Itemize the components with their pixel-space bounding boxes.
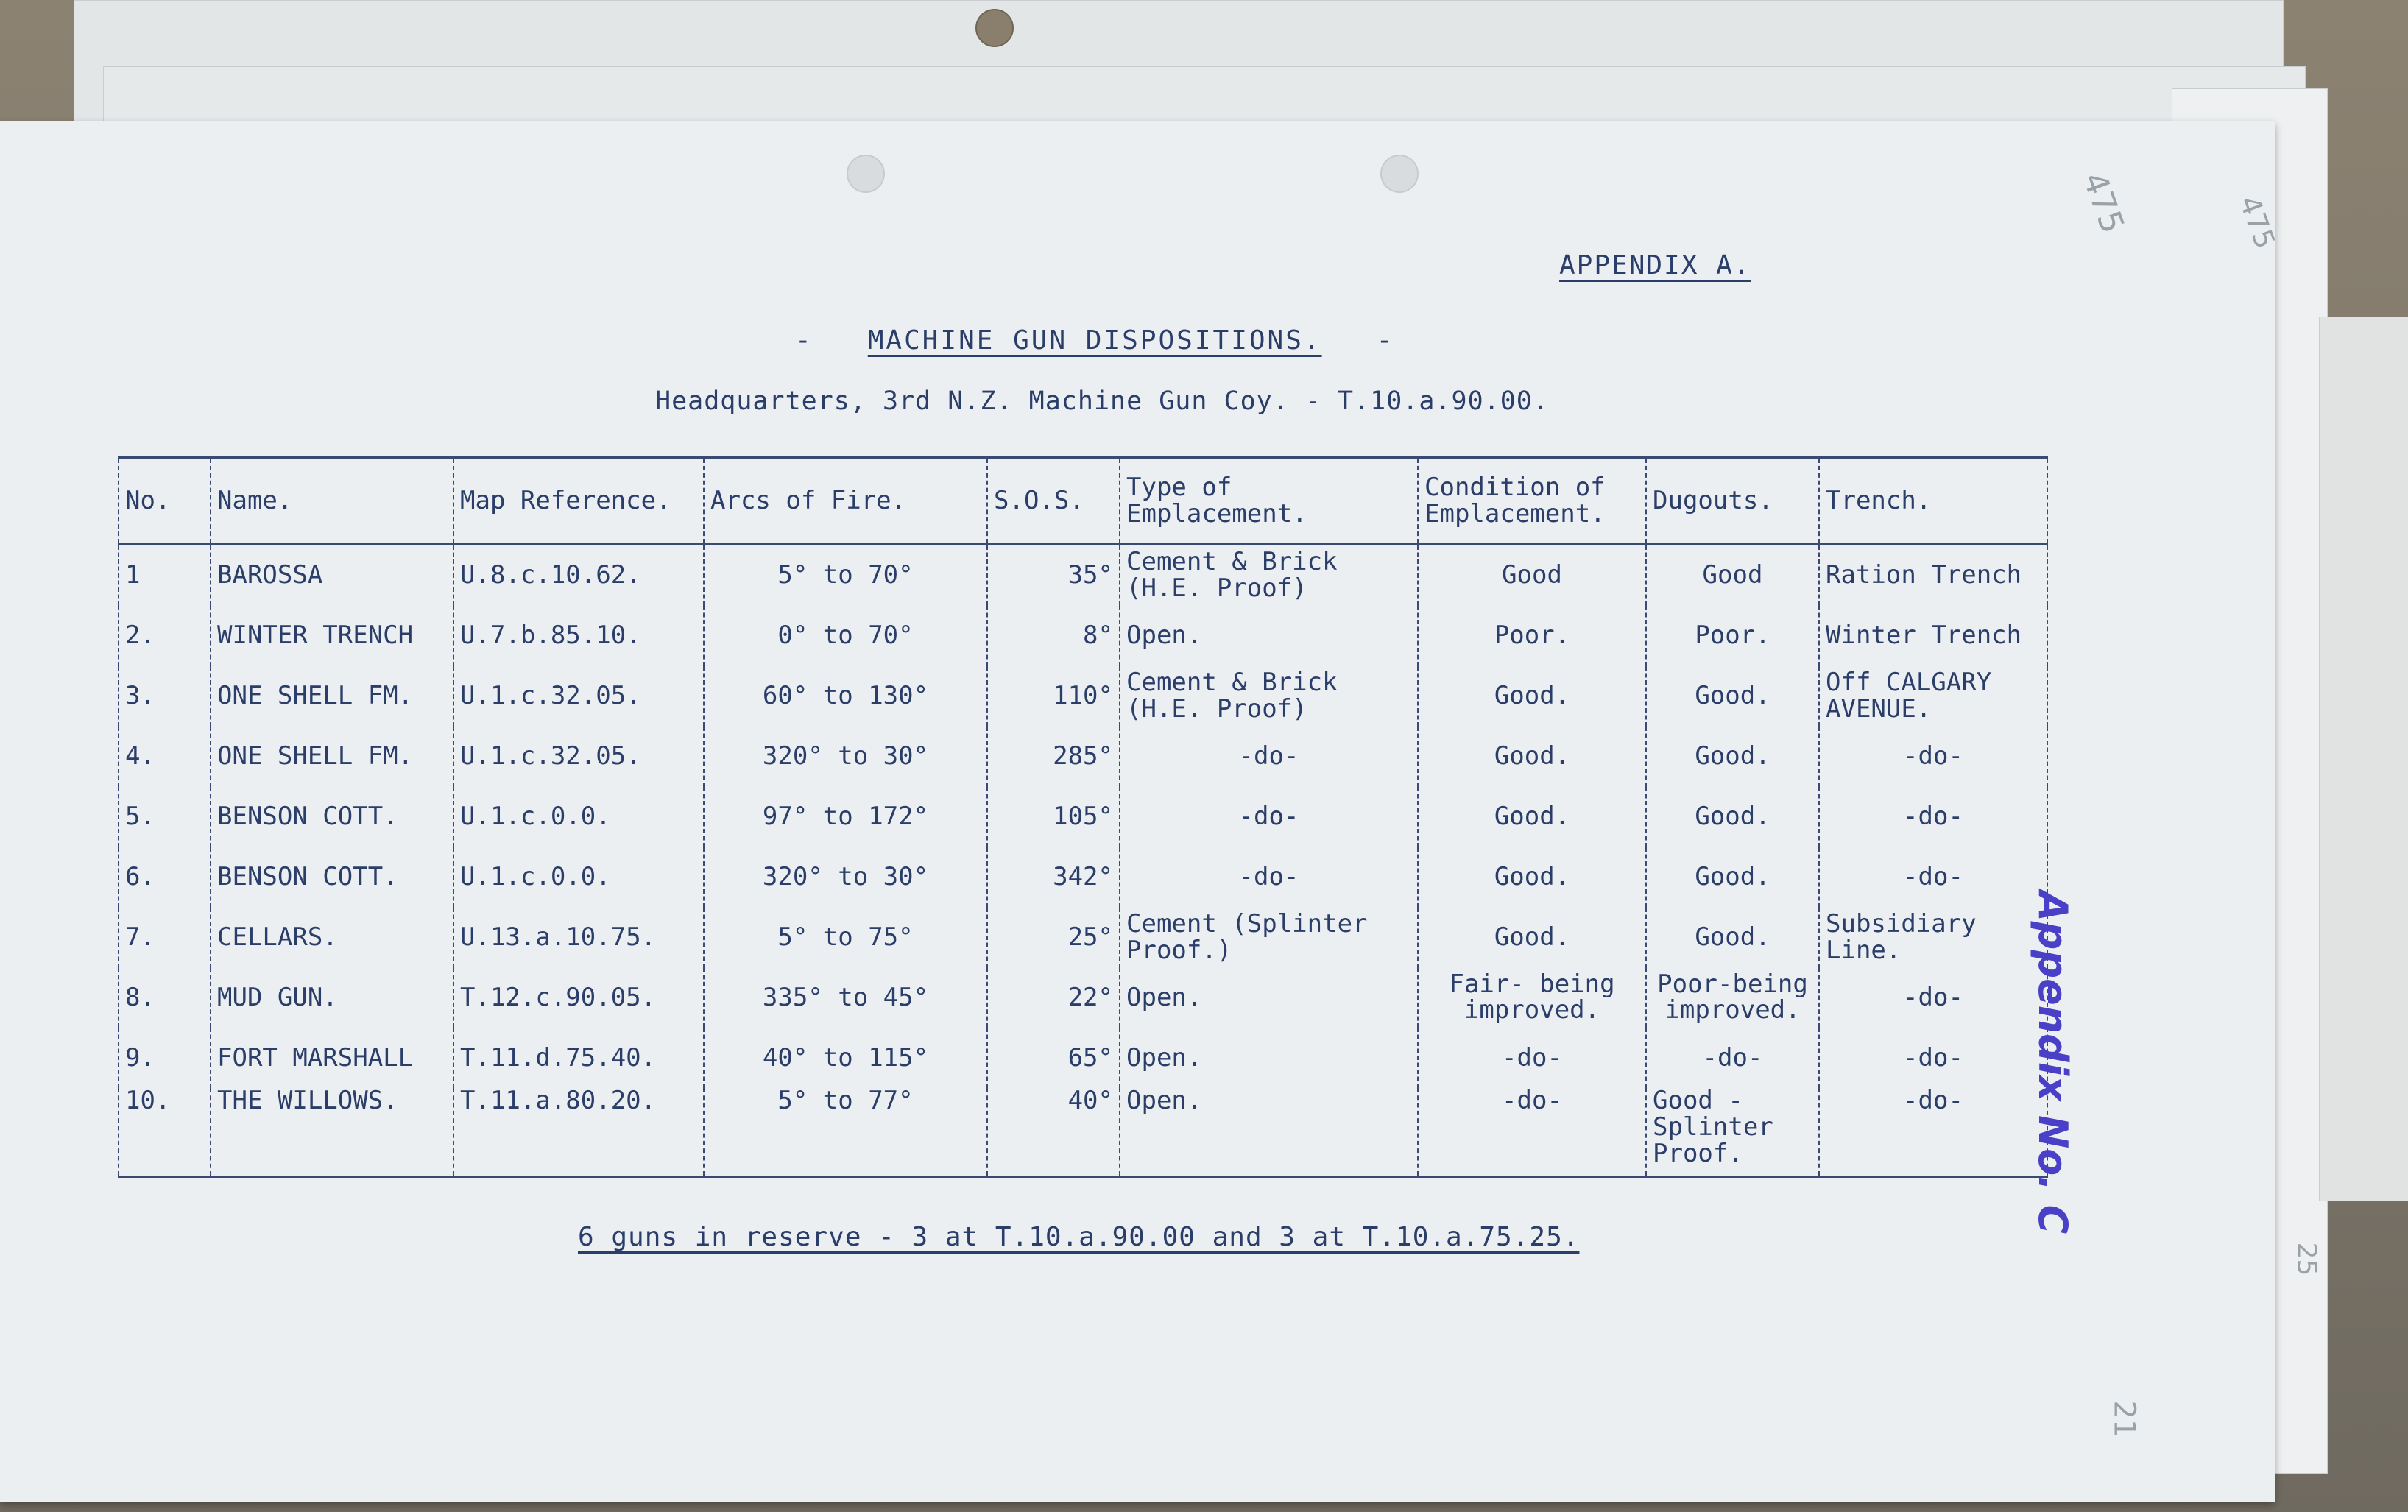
- title-text: MACHINE GUN DISPOSITIONS.: [867, 325, 1322, 356]
- cell-name: THE WILLOWS.: [211, 1088, 453, 1176]
- cell-map-ref: T.12.c.90.05.: [453, 968, 704, 1028]
- cell-name: BENSON COTT.: [211, 787, 453, 847]
- cell-no: 2.: [119, 606, 211, 666]
- cell-dugouts: Good - Splinter Proof.: [1646, 1088, 1819, 1176]
- cell-condition: Fair- being improved.: [1418, 968, 1646, 1028]
- table-row: [119, 1028, 2047, 1088]
- cell-map-ref: U.13.a.10.75.: [453, 908, 704, 968]
- cell-name: FORT MARSHALL: [211, 1028, 453, 1088]
- cell-sos: 40°: [987, 1088, 1120, 1176]
- cell-trench: -do-: [1819, 1088, 2047, 1176]
- cell-condition: Good.: [1418, 727, 1646, 787]
- cell-arcs: 97° to 172°: [704, 787, 987, 847]
- cell-sos: 110°: [987, 666, 1120, 727]
- punch-hole-top: [975, 9, 1014, 47]
- header-cell: Dugouts.: [1646, 458, 1819, 545]
- cell-name: BENSON COTT.: [211, 847, 453, 908]
- cell-trench: -do-: [1819, 1028, 2047, 1088]
- cell-no: 4.: [119, 727, 211, 787]
- cell-sos: 285°: [987, 727, 1120, 787]
- cell-name: MUD GUN.: [211, 968, 453, 1028]
- cell-type: -do-: [1120, 727, 1418, 787]
- cell-name: ONE SHELL FM.: [211, 666, 453, 727]
- cell-arcs: 320° to 30°: [704, 727, 987, 787]
- cell-trench: Ration Trench: [1819, 545, 2047, 607]
- document-subtitle: Headquarters, 3rd N.Z. Machine Gun Coy. - T.10.a.90.00.: [655, 386, 1549, 416]
- cell-condition: Poor.: [1418, 606, 1646, 666]
- cell-sos: 8°: [987, 606, 1120, 666]
- cell-map-ref: U.7.b.85.10.: [453, 606, 704, 666]
- cell-sos: 22°: [987, 968, 1120, 1028]
- cell-trench: -do-: [1819, 847, 2047, 908]
- pencil-page-number: 475: [2233, 191, 2282, 253]
- cell-name: WINTER TRENCH: [211, 606, 453, 666]
- cell-map-ref: U.1.c.32.05.: [453, 666, 704, 727]
- header-cell: Type of Emplacement.: [1120, 458, 1418, 545]
- pencil-page-number: 475: [2075, 167, 2132, 239]
- title-dash-right: -: [1376, 325, 1395, 356]
- table-row: [119, 787, 2047, 847]
- cell-dugouts: Good.: [1646, 787, 1819, 847]
- cell-map-ref: T.11.d.75.40.: [453, 1028, 704, 1088]
- table-row: [119, 908, 2047, 968]
- cell-type: -do-: [1120, 847, 1418, 908]
- side-document: [2319, 317, 2408, 1201]
- cell-arcs: 5° to 77°: [704, 1088, 987, 1176]
- cell-arcs: 335° to 45°: [704, 968, 987, 1028]
- cell-type: Open.: [1120, 606, 1418, 666]
- punch-hole-right: [1380, 155, 1419, 193]
- cell-no: 3.: [119, 666, 211, 727]
- cell-dugouts: Good.: [1646, 727, 1819, 787]
- cell-dugouts: -do-: [1646, 1028, 1819, 1088]
- cell-condition: Good.: [1418, 908, 1646, 968]
- cell-arcs: 320° to 30°: [704, 847, 987, 908]
- cell-sos: 105°: [987, 787, 1120, 847]
- header-cell: No.: [119, 458, 211, 545]
- punch-hole-left: [847, 155, 885, 193]
- cell-trench: Winter Trench: [1819, 606, 2047, 666]
- cell-no: 7.: [119, 908, 211, 968]
- cell-sos: 342°: [987, 847, 1120, 908]
- appendix-label: APPENDIX A.: [1559, 250, 1751, 280]
- table-row: [119, 847, 2047, 908]
- dispositions-table: [118, 456, 2048, 1178]
- cell-sos: 25°: [987, 908, 1120, 968]
- cell-dugouts: Good: [1646, 545, 1819, 607]
- cell-name: BAROSSA: [211, 545, 453, 607]
- cell-map-ref: U.1.c.0.0.: [453, 847, 704, 908]
- appendix-stamp: Appendix No. C: [2030, 891, 2076, 1234]
- cell-type: Open.: [1120, 968, 1418, 1028]
- cell-arcs: 60° to 130°: [704, 666, 987, 727]
- cell-name: ONE SHELL FM.: [211, 727, 453, 787]
- table-row: [119, 666, 2047, 727]
- header-cell: Map Reference.: [453, 458, 704, 545]
- table-row: [119, 606, 2047, 666]
- header-cell: Name.: [211, 458, 453, 545]
- cell-dugouts: Poor.: [1646, 606, 1819, 666]
- cell-condition: Good.: [1418, 787, 1646, 847]
- header-cell: Arcs of Fire.: [704, 458, 987, 545]
- cell-condition: Good.: [1418, 847, 1646, 908]
- table-row: [119, 968, 2047, 1028]
- cell-trench: -do-: [1819, 727, 2047, 787]
- pencil-page-number: 21: [2107, 1400, 2142, 1438]
- cell-type: -do-: [1120, 787, 1418, 847]
- cell-no: 8.: [119, 968, 211, 1028]
- cell-dugouts: Poor-being improved.: [1646, 968, 1819, 1028]
- cell-condition: -do-: [1418, 1088, 1646, 1176]
- cell-map-ref: U.8.c.10.62.: [453, 545, 704, 607]
- cell-type: Open.: [1120, 1028, 1418, 1088]
- table-row: [119, 1088, 2047, 1176]
- cell-condition: -do-: [1418, 1028, 1646, 1088]
- cell-type: Cement & Brick (H.E. Proof): [1120, 666, 1418, 727]
- cell-dugouts: Good.: [1646, 908, 1819, 968]
- pencil-page-number: 25: [2291, 1242, 2322, 1276]
- reserve-guns-note: 6 guns in reserve - 3 at T.10.a.90.00 and 3 at T.10.a.75.25.: [578, 1222, 1580, 1252]
- header-cell: S.O.S.: [987, 458, 1120, 545]
- cell-no: 10.: [119, 1088, 211, 1176]
- cell-dugouts: Good.: [1646, 847, 1819, 908]
- document-title: [795, 325, 1394, 356]
- table-header-row: [119, 458, 2047, 545]
- table-row: [119, 727, 2047, 787]
- cell-arcs: 40° to 115°: [704, 1028, 987, 1088]
- header-cell: Condition of Emplacement.: [1418, 458, 1646, 545]
- header-cell: Trench.: [1819, 458, 2047, 545]
- cell-arcs: 5° to 75°: [704, 908, 987, 968]
- cell-dugouts: Good.: [1646, 666, 1819, 727]
- cell-sos: 65°: [987, 1028, 1120, 1088]
- title-dash-left: -: [795, 325, 813, 356]
- cell-condition: Good: [1418, 545, 1646, 607]
- cell-name: CELLARS.: [211, 908, 453, 968]
- cell-no: 9.: [119, 1028, 211, 1088]
- cell-condition: Good.: [1418, 666, 1646, 727]
- table-row: [119, 545, 2047, 607]
- cell-trench: -do-: [1819, 968, 2047, 1028]
- cell-type: Open.: [1120, 1088, 1418, 1176]
- cell-map-ref: U.1.c.32.05.: [453, 727, 704, 787]
- cell-type: Cement (Splinter Proof.): [1120, 908, 1418, 968]
- cell-arcs: 5° to 70°: [704, 545, 987, 607]
- cell-no: 6.: [119, 847, 211, 908]
- cell-type: Cement & Brick (H.E. Proof): [1120, 545, 1418, 607]
- cell-arcs: 0° to 70°: [704, 606, 987, 666]
- cell-no: 5.: [119, 787, 211, 847]
- cell-map-ref: T.11.a.80.20.: [453, 1088, 704, 1176]
- cell-trench: -do-: [1819, 787, 2047, 847]
- cell-no: 1: [119, 545, 211, 607]
- cell-trench: Subsidiary Line.: [1819, 908, 2047, 968]
- cell-map-ref: U.1.c.0.0.: [453, 787, 704, 847]
- cell-sos: 35°: [987, 545, 1120, 607]
- cell-trench: Off CALGARY AVENUE.: [1819, 666, 2047, 727]
